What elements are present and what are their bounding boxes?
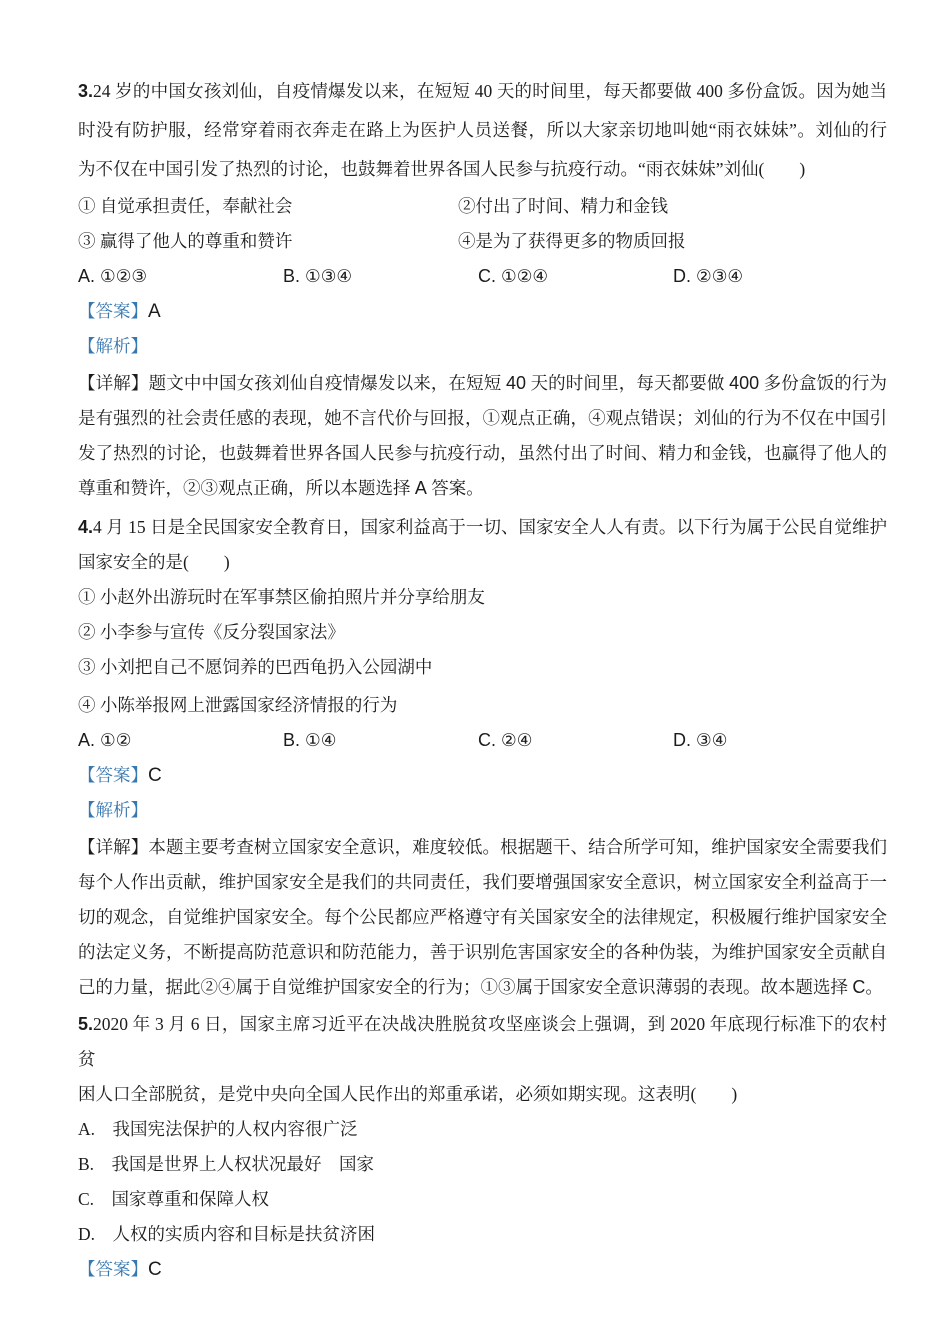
text-run: ①②③ xyxy=(100,266,148,286)
text-run: C xyxy=(148,765,162,786)
text-run: 天的时间里，每天都要做 xyxy=(525,373,730,393)
text-run: 。 xyxy=(865,977,883,997)
text-run: B. 我国是世界上人权状况最好 国家 xyxy=(78,1154,375,1174)
text-run: A xyxy=(148,301,161,322)
q4-option-3 xyxy=(78,650,887,685)
text-run: ② 小李参与宣传《反分裂国家法》 xyxy=(78,622,345,642)
q4-stem-line-1 xyxy=(78,510,887,545)
text-run: ④是为了获得更多的物质回报 xyxy=(458,231,686,251)
text-run: A. xyxy=(78,266,101,286)
q3-answer-line xyxy=(78,294,887,329)
section-label: 【解析】 xyxy=(78,800,148,820)
q4-detail-line-1 xyxy=(78,830,887,865)
q3-detail-line-3 xyxy=(78,436,887,471)
text-run: 3. xyxy=(78,81,94,101)
text-run: ① 小赵外出游玩时在军事禁区偷拍照片并分享给朋友 xyxy=(78,587,485,607)
choice-item-c xyxy=(478,259,673,294)
q3-choices-row xyxy=(78,259,887,294)
text-run: 的法定义务，不断提高防范意识和防范能力，善于识别危害国家安全的各种伪装，为维护国家安全贡献自 xyxy=(78,942,887,962)
choice-item-a xyxy=(78,259,283,294)
text-run: ③ 小刘把自己不愿饲养的巴西龟扔入公园湖中 xyxy=(78,657,433,677)
text-run: C. xyxy=(478,730,502,750)
q3-stem-line-2 xyxy=(78,111,887,150)
q4-answer-line xyxy=(78,758,887,793)
section-label: 【答案】 xyxy=(78,765,148,785)
text-run: A. xyxy=(78,730,101,750)
text-run: ①② xyxy=(100,730,132,750)
text-run: 4. xyxy=(78,517,94,537)
section-label: 【答案】 xyxy=(78,1259,148,1279)
text-run: ④ 小陈举报网上泄露国家经济情报的行为 xyxy=(78,695,398,715)
text-run: 多份盒饭的行为 xyxy=(759,373,888,393)
q4-detail-line-2 xyxy=(78,865,887,900)
text-run: 时没有防护服，经常穿着雨衣奔走在路上为医护人员送餐，所以大家亲切地叫她“雨衣妹妹”。刘仙的行 xyxy=(78,120,887,140)
text-run: B. xyxy=(283,730,306,750)
text-run: 5. xyxy=(78,1014,94,1034)
text-run: A. 我国宪法保护的人权内容很广泛 xyxy=(78,1119,358,1139)
q3-stem-line-1 xyxy=(78,72,887,111)
text-run: 困人口全部脱贫，是党中央向全国人民作出的郑重承诺，必须如期实现。这表明( ) xyxy=(78,1084,738,1104)
text-run: B. xyxy=(283,266,306,286)
q4-stem-line-2 xyxy=(78,545,887,580)
q3-detail-line-2 xyxy=(78,401,887,436)
text-run: 24 岁的中国女孩刘仙，自疫情爆发以来，在短短 40 天的时间里，每天都要做 400 多份盒饭。因为她当 xyxy=(93,81,887,101)
q4-detail-line-4 xyxy=(78,935,887,970)
q4-detail-line-3 xyxy=(78,900,887,935)
text-run: A xyxy=(414,478,427,498)
text-run: 400 xyxy=(729,373,760,393)
text-run: ③④ xyxy=(696,730,728,750)
text-run: 2020 年 3 月 6 日，国家主席习近平在决战决胜脱贫攻坚座谈会上强调，到 2020 年底现行标准下的农村贫 xyxy=(78,1014,887,1069)
text-run: 【详解】本题主要考查树立国家安全意识，难度较低。根据题干、结合所学可知，维护国家安全需要我们 xyxy=(78,837,887,857)
q5-option-d xyxy=(78,1217,887,1252)
q3-detail-line-4 xyxy=(78,471,887,506)
q4-choices-row xyxy=(78,723,887,758)
section-label: 【解析】 xyxy=(78,336,148,356)
q4-option-4 xyxy=(78,688,887,723)
text-run: ③ 赢得了他人的尊重和赞许 xyxy=(78,231,293,251)
text-run: 【详解】题文中中国女孩刘仙自疫情爆发以来，在短短 xyxy=(78,373,506,393)
q5-option-b xyxy=(78,1147,887,1182)
text-run: 每个人作出贡献，维护国家安全是我们的共同责任，我们要增强国家安全意识，树立国家安全利益高于一 xyxy=(78,872,887,892)
q4-analysis-line xyxy=(78,793,887,828)
option-column xyxy=(458,224,686,259)
q5-option-c xyxy=(78,1182,887,1217)
q5-option-a xyxy=(78,1112,887,1147)
text-run: 4 月 15 日是全民国家安全教育日，国家利益高于一切、国家安全人人有责。以下行为属于公民自觉维护 xyxy=(93,517,887,537)
q5-answer-line xyxy=(78,1252,887,1287)
text-run: D. xyxy=(673,730,697,750)
q5-stem-line-1 xyxy=(78,1007,887,1077)
q4-option-1 xyxy=(78,580,887,615)
text-run: 答案。 xyxy=(426,478,484,498)
q3-option-row-1 xyxy=(78,189,887,224)
text-run: C xyxy=(852,977,866,997)
text-run: C. 国家尊重和保障人权 xyxy=(78,1189,270,1209)
choice-item-b xyxy=(283,259,478,294)
text-run: ②付出了时间、精力和金钱 xyxy=(458,196,668,216)
q3-detail-line-1 xyxy=(78,366,887,401)
text-run: ①②④ xyxy=(501,266,549,286)
text-run: 40 xyxy=(505,373,526,393)
choice-item-d xyxy=(673,723,887,758)
text-run: ②③④ xyxy=(696,266,744,286)
choice-item-a xyxy=(78,723,283,758)
text-run: D. 人权的实质内容和目标是扶贫济困 xyxy=(78,1224,376,1244)
option-column xyxy=(458,189,668,224)
text-run: ①③④ xyxy=(305,266,353,286)
choice-item-b xyxy=(283,723,478,758)
text-run: 尊重和赞许，②③观点正确，所以本题选择 xyxy=(78,478,415,498)
text-run: 是有强烈的社会责任感的表现，她不言代价与回报，①观点正确，④观点错误；刘仙的行为不仅在中国引 xyxy=(78,408,887,428)
text-run: 己的力量，据此②④属于自觉维护国家安全的行为；①③属于国家安全意识薄弱的表现。故本题选择 xyxy=(78,977,853,997)
q3-analysis-line xyxy=(78,329,887,364)
choice-item-c xyxy=(478,723,673,758)
text-run: 国家安全的是( ) xyxy=(78,552,230,572)
text-run: 为不仅在中国引发了热烈的讨论，也鼓舞着世界各国人民参与抗疫行动。“雨衣妹妹”刘仙( ) xyxy=(78,159,806,179)
q4-detail-line-5 xyxy=(78,970,887,1005)
text-run: ①④ xyxy=(305,730,337,750)
q3-stem-line-3 xyxy=(78,150,887,189)
q3-option-row-2 xyxy=(78,224,887,259)
q5-stem-line-2 xyxy=(78,1077,887,1112)
text-run: ① 自觉承担责任，奉献社会 xyxy=(78,196,293,216)
choice-item-d xyxy=(673,259,887,294)
text-run: 发了热烈的讨论，也鼓舞着世界各国人民参与抗疫行动，虽然付出了时间、精力和金钱，也赢得了他人的 xyxy=(78,443,887,463)
text-run: ②④ xyxy=(501,730,533,750)
text-run: 切的观念，自觉维护国家安全。每个公民都应严格遵守有关国家安全的法律规定，积极履行维护国家安全 xyxy=(78,907,887,927)
option-column xyxy=(78,224,458,259)
option-column xyxy=(78,189,458,224)
section-label: 【答案】 xyxy=(78,301,148,321)
text-run: C. xyxy=(478,266,502,286)
text-run: C xyxy=(148,1259,162,1280)
q4-option-2 xyxy=(78,615,887,650)
text-run: D. xyxy=(673,266,697,286)
